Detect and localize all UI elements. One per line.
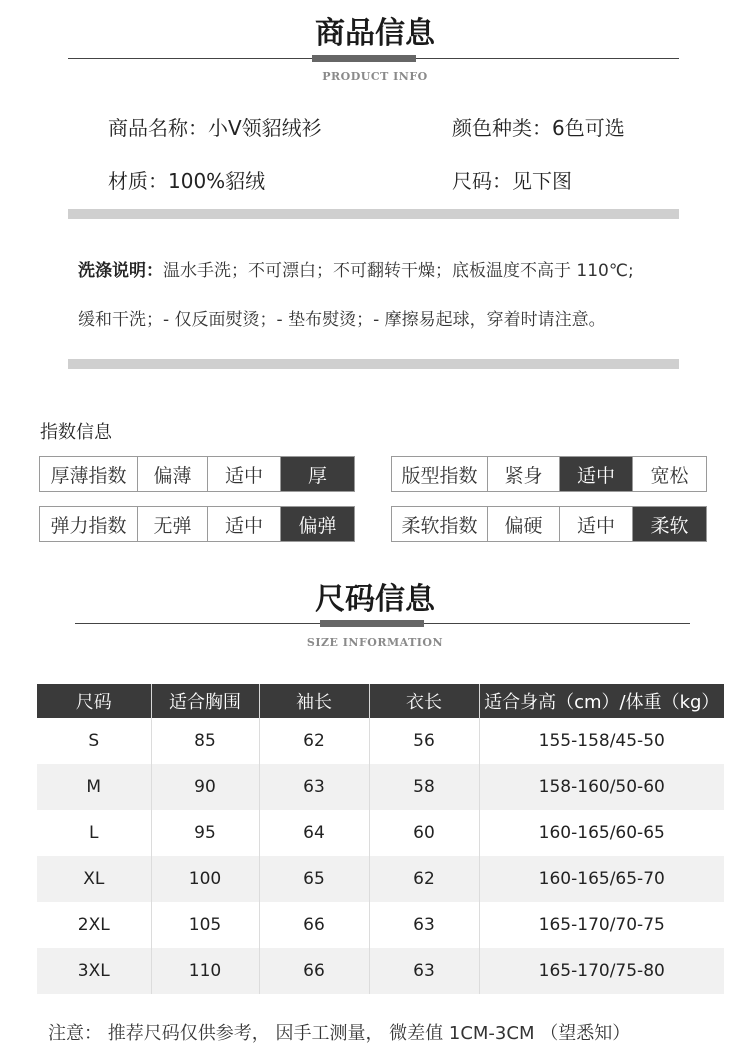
- cell-height-weight: 158-160/50-60: [479, 764, 724, 810]
- index-label: 弹力指数: [40, 507, 138, 541]
- table-row: [37, 810, 724, 856]
- cell-chest: 100: [151, 856, 259, 902]
- cell-size: 2XL: [37, 902, 151, 948]
- table-row: [37, 718, 724, 764]
- product-name: 商品名称：小V领貂绒衫: [108, 116, 322, 140]
- cell-sleeve: 64: [259, 810, 369, 856]
- cell-size: S: [37, 718, 151, 764]
- cell-chest: 110: [151, 948, 259, 994]
- divider-bar: [68, 359, 679, 369]
- wash-instructions-line1: [78, 256, 634, 281]
- size-table: [37, 684, 724, 994]
- cell-chest: 85: [151, 718, 259, 764]
- wash-text-1: 温水手洗；不可漂白；不可翻转干燥；底板温度不高于 110℃;: [163, 261, 634, 281]
- size-info-title: 尺码信息: [315, 582, 435, 617]
- cell-size: L: [37, 810, 151, 856]
- cell-length: 58: [369, 764, 479, 810]
- cell-chest: 95: [151, 810, 259, 856]
- size-info-accent-bar: [320, 620, 424, 627]
- cell-length: 60: [369, 810, 479, 856]
- index-row-fit: [391, 456, 707, 492]
- cell-height-weight: 165-170/75-80: [479, 948, 724, 994]
- header-height-weight: 适合身高（cm）/体重（kg）: [479, 684, 724, 718]
- index-option: 偏硬: [488, 507, 560, 541]
- index-row-softness: [391, 506, 707, 542]
- cell-length: 63: [369, 902, 479, 948]
- index-option: 适中: [208, 457, 281, 491]
- product-info-title: 商品信息: [315, 16, 435, 51]
- cell-sleeve: 63: [259, 764, 369, 810]
- divider-bar: [68, 209, 679, 219]
- index-row-thickness: [39, 456, 355, 492]
- index-row-elasticity: [39, 506, 355, 542]
- cell-chest: 105: [151, 902, 259, 948]
- product-info-accent-bar: [312, 55, 416, 62]
- table-row: [37, 856, 724, 902]
- header-size: 尺码: [37, 684, 151, 718]
- cell-length: 56: [369, 718, 479, 764]
- header-chest: 适合胸围: [151, 684, 259, 718]
- cell-length: 63: [369, 948, 479, 994]
- cell-sleeve: 66: [259, 948, 369, 994]
- index-option: 适中: [560, 507, 633, 541]
- wash-instructions-line2: 缓和干洗；- 仅反面熨烫；- 垫布熨烫；- 摩擦易起球，穿着时请注意。: [78, 310, 606, 330]
- cell-chest: 90: [151, 764, 259, 810]
- wash-label: 洗涤说明：: [78, 261, 163, 281]
- product-size-ref: 尺码：见下图: [452, 169, 572, 193]
- cell-size: XL: [37, 856, 151, 902]
- index-option: 宽松: [650, 464, 689, 487]
- product-info-subtitle: PRODUCT INFO: [322, 70, 428, 83]
- index-label: 厚薄指数: [40, 457, 138, 491]
- header-sleeve: 袖长: [259, 684, 369, 718]
- table-row: [37, 902, 724, 948]
- cell-size: 3XL: [37, 948, 151, 994]
- index-option-selected: 厚: [281, 457, 354, 491]
- index-option: 紧身: [488, 457, 560, 491]
- table-row: [37, 948, 724, 994]
- cell-size: M: [37, 764, 151, 810]
- size-note: 注意： 推荐尺码仅供参考， 因手工测量， 微差值 1CM-3CM （望悉知）: [48, 1023, 631, 1044]
- index-option-selected: 柔软: [633, 507, 706, 541]
- cell-height-weight: 155-158/45-50: [479, 718, 724, 764]
- index-option-selected: 偏弹: [281, 507, 354, 541]
- size-info-subtitle: SIZE INFORMATION: [306, 636, 444, 649]
- cell-length: 62: [369, 856, 479, 902]
- table-header-row: [37, 684, 724, 718]
- header-length: 衣长: [369, 684, 479, 718]
- cell-height-weight: 160-165/60-65: [479, 810, 724, 856]
- cell-sleeve: 66: [259, 902, 369, 948]
- cell-height-weight: 165-170/70-75: [479, 902, 724, 948]
- product-colors: 颜色种类：6色可选: [452, 116, 625, 140]
- index-option-selected: 适中: [560, 457, 633, 491]
- cell-sleeve: 62: [259, 718, 369, 764]
- table-row: [37, 764, 724, 810]
- index-label: 版型指数: [392, 457, 488, 491]
- cell-sleeve: 65: [259, 856, 369, 902]
- index-option: 偏薄: [138, 457, 208, 491]
- index-label: 柔软指数: [392, 507, 488, 541]
- product-material: 材质：100%貂绒: [108, 169, 266, 193]
- cell-height-weight: 160-165/65-70: [479, 856, 724, 902]
- index-option: 无弹: [138, 507, 208, 541]
- index-option: 适中: [208, 507, 281, 541]
- index-info-title: 指数信息: [40, 422, 112, 443]
